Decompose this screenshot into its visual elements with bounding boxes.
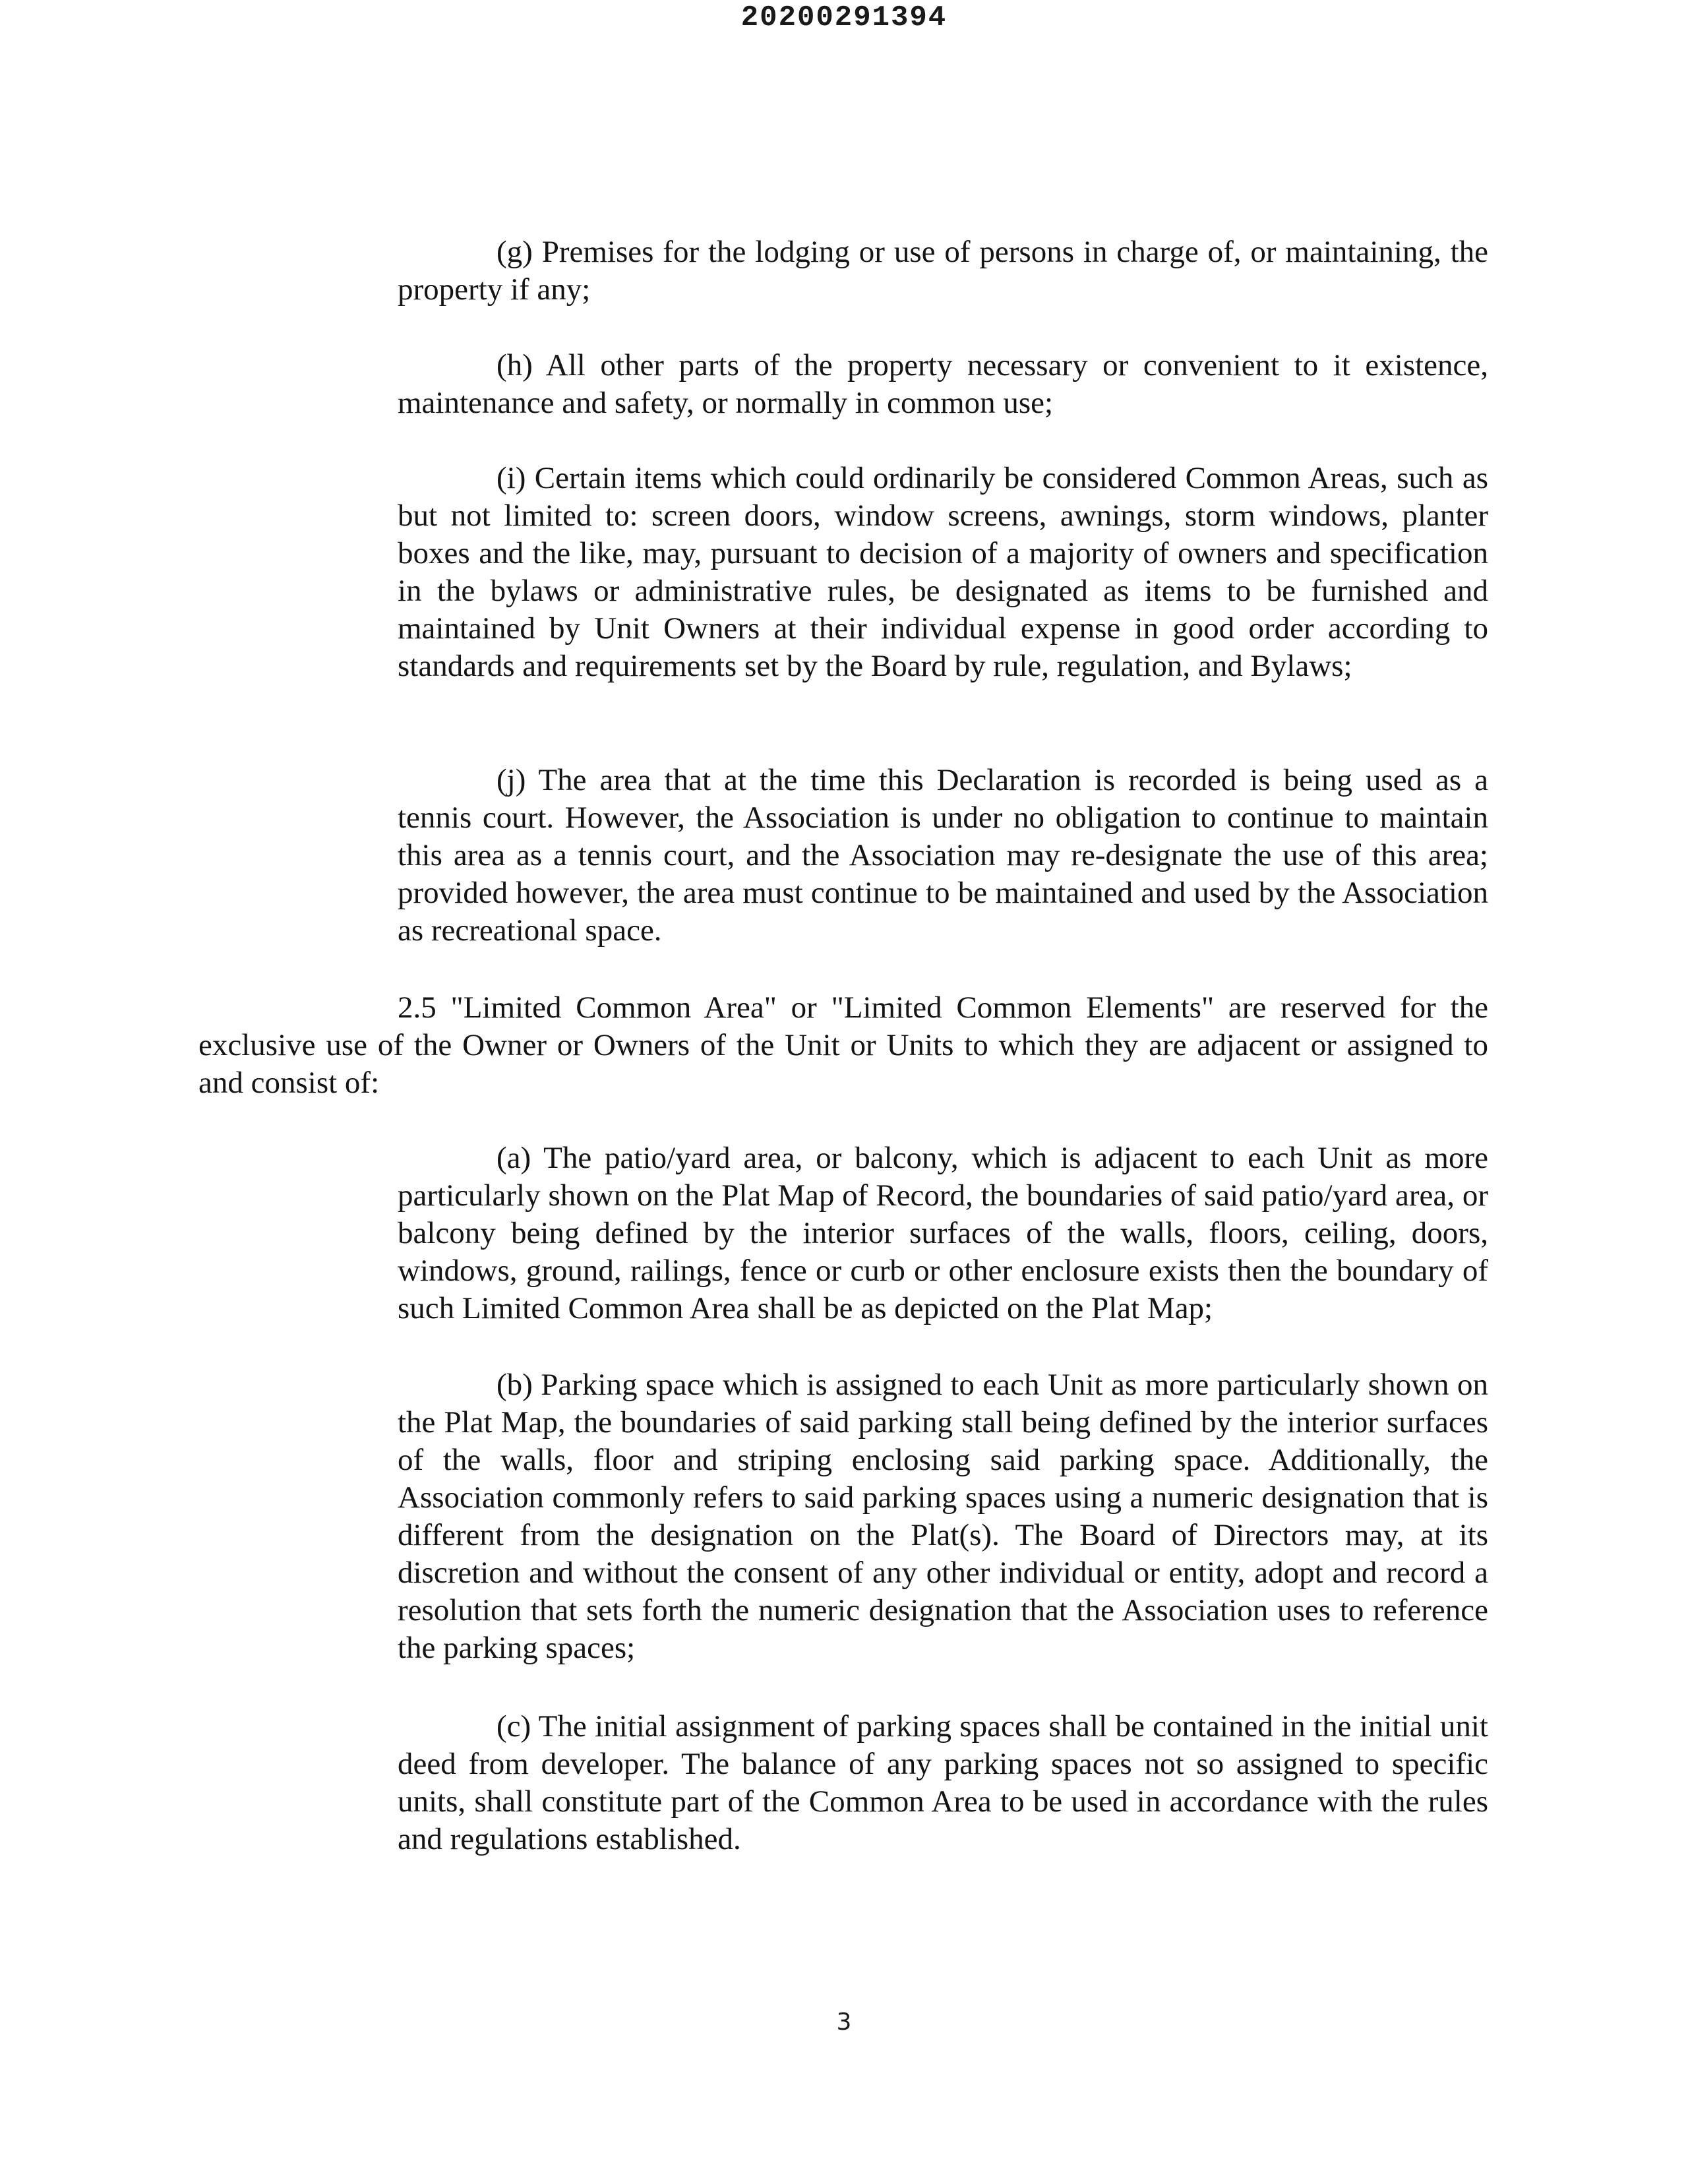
paragraph-i: (i) Certain items which could ordinarily be considered Common Areas, such as but not limited to: screen doors, window screens, awnings, storm windows, planter boxes and the like, may, pursuant to decision of a majority of owners and specification in the bylaws or administrative rules, be designated as items to be furnished and maintained by Unit Owners at their individual expense in good order according to standards and requirements set by the Board by rule, regulation, and Bylaws; xyxy=(398,461,1488,683)
paragraph-h: (h) All other parts of the property necessary or convenient to it existence, maintenance and safety, or normally in common use; xyxy=(398,348,1488,420)
paragraph-g: (g) Premises for the lodging or use of persons in charge of, or maintaining, the property if any; xyxy=(398,235,1488,307)
document-number: 20200291394 xyxy=(740,1,948,34)
paragraph-c: (c) The initial assignment of parking spaces shall be contained in the initial unit deed from developer. The balance of any parking spaces not so assigned to specific units, shall constitute part of the Common Area to be used in accordance with the rules and regulations established. xyxy=(398,1709,1488,1856)
paragraph-a: (a) The patio/yard area, or balcony, which is adjacent to each Unit as more particularly shown on the Plat Map of Record, the boundaries of said patio/yard area, or balcony being defined by the interior surfaces of the walls, floors, ceiling, doors, windows, ground, railings, fence or curb or other enclosure exists then the boundary of such Limited Common Area shall be as depicted on the Plat Map; xyxy=(398,1141,1488,1325)
page-number: 3 xyxy=(836,2009,852,2036)
paragraph-j: (j) The area that at the time this Declaration is recorded is being used as a tennis court. However, the Association is under no obligation to continue to maintain this area as a tennis court, and the Association may re-designate the use of this area; provided however, the area must continue to be maintained and used by the Association as recreational space. xyxy=(398,763,1488,948)
paragraph-b: (b) Parking space which is assigned to each Unit as more particularly shown on the Plat Map, the boundaries of said parking stall being defined by the interior surfaces of the walls, floor and striping enclosing said parking space. Additionally, the Association commonly refers to said parking spaces using a numeric designation that is different from the designation on the Plat(s). The Board of Directors may, at its discretion and without the consent of any other individual or entity, adopt and record a resolution that sets forth the numeric designation that the Association uses to reference the parking spaces; xyxy=(398,1368,1488,1665)
section-2-5: 2.5 "Limited Common Area" or "Limited Common Elements" are reserved for the exclusive use of the Owner or Owners of the Unit or Units to which they are adjacent or assigned to and consist of: xyxy=(198,990,1488,1100)
